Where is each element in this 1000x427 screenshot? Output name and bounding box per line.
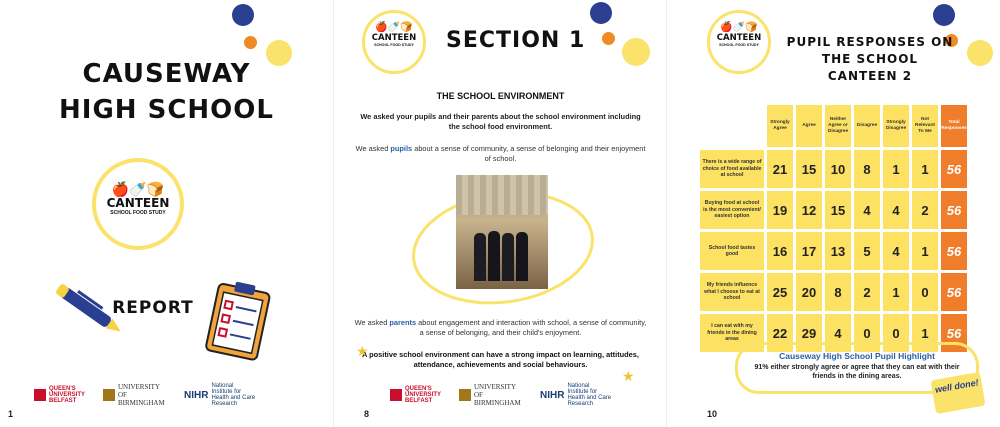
uob-text: UNIVERSITY OF BIRMINGHAM bbox=[474, 383, 521, 407]
col-header: Neither Agree or Disagree bbox=[825, 105, 851, 147]
cell: 1 bbox=[883, 150, 909, 188]
canteen-logo bbox=[362, 10, 426, 74]
cell: 4 bbox=[883, 232, 909, 270]
uob-logo bbox=[459, 383, 526, 407]
pen-icon bbox=[48, 282, 168, 362]
cell: 2 bbox=[912, 191, 938, 229]
nihr-text: NIHR bbox=[540, 389, 565, 401]
logo-name: CANTEEN bbox=[371, 33, 417, 43]
cell: 5 bbox=[854, 232, 880, 270]
cell: 29 bbox=[796, 314, 822, 352]
cell: 15 bbox=[796, 150, 822, 188]
cell: 19 bbox=[767, 191, 793, 229]
canteen-icons: 🍎🍼🍞 bbox=[111, 181, 165, 197]
nihr-sub: National Institute for Health and Care Research bbox=[567, 383, 612, 407]
report-label: REPORT bbox=[112, 298, 194, 318]
page-number: 8 bbox=[364, 409, 370, 419]
uob-text: UNIVERSITY OF BIRMINGHAM bbox=[118, 383, 165, 407]
school-title-line2: HIGH SCHOOL bbox=[59, 95, 274, 125]
cell: 2 bbox=[854, 273, 880, 311]
table-corner bbox=[700, 105, 764, 147]
yellow-dot bbox=[967, 40, 993, 66]
pupils-text bbox=[354, 144, 647, 164]
total-cell: 56 bbox=[941, 314, 967, 352]
total-cell: 56 bbox=[941, 273, 967, 311]
canteen-icons: 🍎🍼🍞 bbox=[720, 22, 758, 33]
total-cell: 56 bbox=[941, 150, 967, 188]
cell: 21 bbox=[767, 150, 793, 188]
cell: 1 bbox=[912, 314, 938, 352]
cell: 0 bbox=[912, 273, 938, 311]
pupils-word: pupils bbox=[390, 144, 413, 153]
canteen-icons: 🍎🍼🍞 bbox=[375, 22, 413, 33]
table-row bbox=[700, 150, 967, 188]
cell: 8 bbox=[825, 273, 851, 311]
responses-table bbox=[697, 102, 970, 355]
parents-prefix: We asked bbox=[354, 318, 390, 327]
pupils-rest: about a sense of community, a sense of belonging and their enjoyment of school. bbox=[412, 144, 646, 163]
cell: 15 bbox=[825, 191, 851, 229]
nihr-sub: National Institute for Health and Care Research bbox=[211, 383, 256, 407]
star-icon: ★ bbox=[622, 368, 635, 384]
cell: 1 bbox=[912, 150, 938, 188]
page-number: 10 bbox=[707, 409, 718, 419]
nihr-logo bbox=[540, 383, 611, 407]
total-cell: 56 bbox=[941, 232, 967, 270]
table-header-row bbox=[700, 105, 967, 147]
section-page bbox=[333, 0, 666, 427]
col-header: Strongly Agree bbox=[767, 105, 793, 147]
logo-sub: SCHOOL FOOD STUDY bbox=[110, 210, 166, 216]
cell: 1 bbox=[883, 273, 909, 311]
cover-page bbox=[0, 0, 333, 427]
yellow-dot bbox=[622, 38, 650, 66]
col-header: Not Relevant To Me bbox=[912, 105, 938, 147]
row-label: My friends influence what I choose to eat at school bbox=[700, 273, 764, 311]
well-done-badge: well done! bbox=[930, 372, 985, 414]
row-label: There is a wide range of choice of food available at school bbox=[700, 150, 764, 188]
qub-logo bbox=[390, 386, 445, 404]
navy-dot bbox=[590, 2, 612, 24]
cell: 10 bbox=[825, 150, 851, 188]
section-heading: THE SCHOOL ENVIRONMENT bbox=[436, 91, 565, 101]
row-label: School food tastes good bbox=[700, 232, 764, 270]
responses-title bbox=[785, 34, 955, 85]
navy-dot bbox=[232, 4, 254, 26]
uob-logo bbox=[103, 383, 170, 407]
orange-dot bbox=[602, 32, 615, 45]
qub-text: QUEEN'S UNIVERSITY BELFAST bbox=[49, 386, 85, 404]
school-title-line1: CAUSEWAY bbox=[82, 59, 251, 89]
responses-page bbox=[666, 0, 1000, 427]
clipboard-icon bbox=[204, 280, 274, 362]
cell: 17 bbox=[796, 232, 822, 270]
logo-sub: SCHOOL FOOD STUDY bbox=[719, 43, 759, 47]
canteen-logo bbox=[707, 10, 771, 74]
star-icon: ★ bbox=[356, 343, 369, 359]
pupils-prefix: We asked bbox=[355, 144, 391, 153]
cell: 4 bbox=[854, 191, 880, 229]
section-title: SECTION 1 bbox=[446, 28, 586, 53]
cell: 4 bbox=[825, 314, 851, 352]
logo-sub: SCHOOL FOOD STUDY bbox=[374, 43, 414, 47]
nihr-text: NIHR bbox=[184, 389, 209, 401]
pupils-photo bbox=[456, 175, 548, 289]
cell: 25 bbox=[767, 273, 793, 311]
highlight-title: Causeway High School Pupil Highlight bbox=[779, 351, 935, 361]
cell: 0 bbox=[883, 314, 909, 352]
total-cell: 56 bbox=[941, 191, 967, 229]
parents-text bbox=[354, 318, 647, 338]
table-row bbox=[700, 232, 967, 270]
closing-text: A positive school environment can have a strong impact on learning, attitudes, attendance, achievements and social behaviours. bbox=[362, 350, 639, 369]
intro-text: We asked your pupils and their parents about the school environment including the school food environment. bbox=[360, 112, 641, 131]
nihr-logo bbox=[184, 383, 255, 407]
orange-dot bbox=[244, 36, 257, 49]
school-title bbox=[20, 56, 313, 128]
col-header-total: Total Responses bbox=[941, 105, 967, 147]
responses-title-line2: THE SCHOOL CANTEEN 2 bbox=[821, 52, 919, 83]
canteen-logo bbox=[92, 158, 184, 250]
cell: 16 bbox=[767, 232, 793, 270]
table-row bbox=[700, 273, 967, 311]
cell: 4 bbox=[883, 191, 909, 229]
cell: 0 bbox=[854, 314, 880, 352]
qub-logo bbox=[34, 386, 89, 404]
partner-logos bbox=[34, 383, 255, 407]
parents-rest: about engagement and interaction with school, a sense of community, a sense of belonging, and their child's enjoyment. bbox=[416, 318, 647, 337]
highlight-text: 91% either strongly agree or agree that they can eat with their friends in the dining areas. bbox=[754, 364, 960, 381]
responses-title-line1: PUPIL RESPONSES ON bbox=[786, 35, 954, 49]
cell: 8 bbox=[854, 150, 880, 188]
logo-name: CANTEEN bbox=[716, 33, 762, 43]
col-header: Agree bbox=[796, 105, 822, 147]
qub-text: QUEEN'S UNIVERSITY BELFAST bbox=[405, 386, 441, 404]
parents-word: parents bbox=[389, 318, 417, 327]
cell: 13 bbox=[825, 232, 851, 270]
row-label: I can eat with my friends in the dining areas bbox=[700, 314, 764, 352]
cell: 22 bbox=[767, 314, 793, 352]
col-header: Disagree bbox=[854, 105, 880, 147]
row-label: Buying food at school is the most convenient/ easiest option bbox=[700, 191, 764, 229]
partner-logos bbox=[390, 383, 611, 407]
navy-dot bbox=[933, 4, 955, 26]
table-row bbox=[700, 191, 967, 229]
page-number: 1 bbox=[8, 409, 14, 419]
cell: 12 bbox=[796, 191, 822, 229]
logo-name: CANTEEN bbox=[106, 196, 170, 210]
cell: 20 bbox=[796, 273, 822, 311]
cell: 1 bbox=[912, 232, 938, 270]
col-header: Strongly Disagree bbox=[883, 105, 909, 147]
